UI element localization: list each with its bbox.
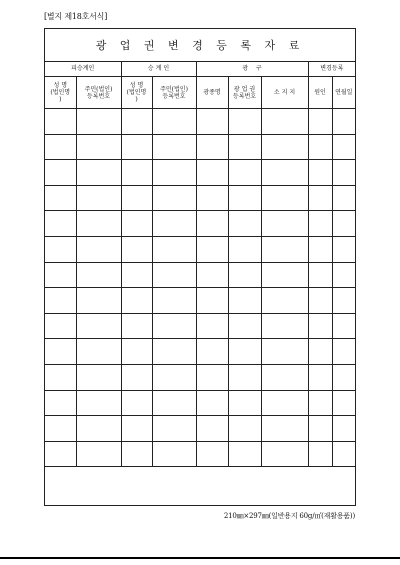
table-cell	[228, 364, 261, 390]
table-cell	[152, 390, 196, 416]
subheader-reason: 원인	[308, 77, 332, 109]
table-cell	[45, 185, 76, 211]
table-cell	[196, 313, 228, 339]
table-cell	[308, 441, 332, 467]
table-cell	[121, 313, 152, 339]
table-cell	[45, 134, 76, 160]
table-cell	[45, 416, 76, 442]
table-cell	[228, 390, 261, 416]
form-number: [별지 제18호서식]	[44, 12, 108, 21]
table-cell	[308, 416, 332, 442]
table-cell	[76, 364, 121, 390]
table-row	[45, 109, 355, 135]
table-cell	[45, 236, 76, 262]
table-cell	[196, 441, 228, 467]
table-cell	[121, 109, 152, 135]
table-row	[45, 416, 355, 442]
table-cell	[121, 339, 152, 365]
table-row	[45, 160, 355, 186]
table-cell	[76, 313, 121, 339]
table-cell	[121, 288, 152, 314]
table-cell	[332, 211, 355, 237]
table-cell	[228, 134, 261, 160]
table-cell	[121, 236, 152, 262]
table-cell	[76, 416, 121, 442]
table-cell	[121, 134, 152, 160]
table-cell	[261, 364, 308, 390]
table-cell	[261, 390, 308, 416]
table-cell	[308, 185, 332, 211]
table-row	[45, 364, 355, 390]
table-cell	[76, 339, 121, 365]
table-cell	[196, 236, 228, 262]
table-cell	[152, 160, 196, 186]
table-cell	[261, 262, 308, 288]
subheader-mine-reg-no: 광 업 권 등록번호	[228, 77, 261, 109]
table-cell	[196, 339, 228, 365]
table-cell	[308, 288, 332, 314]
table-cell	[332, 109, 355, 135]
table-cell	[261, 160, 308, 186]
header-transferee: 승 계 인	[121, 61, 196, 77]
table-cell	[45, 109, 76, 135]
table-cell	[332, 160, 355, 186]
table-cell	[308, 364, 332, 390]
table-cell	[308, 390, 332, 416]
table-cell	[152, 211, 196, 237]
table-row	[45, 262, 355, 288]
table-cell	[332, 134, 355, 160]
table-cell	[121, 211, 152, 237]
table-cell	[261, 313, 308, 339]
table-cell	[261, 236, 308, 262]
table-row	[45, 441, 355, 467]
table-cell	[308, 134, 332, 160]
table-cell	[76, 441, 121, 467]
table-cell	[261, 288, 308, 314]
table-cell	[308, 160, 332, 186]
table-cell	[308, 236, 332, 262]
table-cell	[196, 390, 228, 416]
table-cell	[45, 339, 76, 365]
table-cell	[196, 262, 228, 288]
table-cell	[121, 416, 152, 442]
table-cell	[196, 134, 228, 160]
table-cell	[121, 262, 152, 288]
subheader-transferee-name: 성 명 (법인명 )	[121, 77, 152, 109]
table-cell	[152, 134, 196, 160]
table-cell	[332, 364, 355, 390]
subheader-transferor-name: 성 명 (법인명 )	[45, 77, 76, 109]
table-cell	[261, 416, 308, 442]
table-cell	[121, 390, 152, 416]
table-cell	[121, 364, 152, 390]
table-cell	[196, 109, 228, 135]
table-cell	[152, 262, 196, 288]
table-cell	[76, 236, 121, 262]
table-cell	[196, 160, 228, 186]
table-cell	[76, 134, 121, 160]
table-cell	[121, 185, 152, 211]
table-cell	[76, 185, 121, 211]
table-cell	[76, 288, 121, 314]
table-cell	[45, 262, 76, 288]
table-cell	[228, 262, 261, 288]
table-cell	[45, 441, 76, 467]
table-cell	[121, 441, 152, 467]
header-change-registration: 변경등록	[308, 61, 355, 77]
table-cell	[76, 109, 121, 135]
subheader-change-date: 연월일	[332, 77, 355, 109]
table-row	[45, 288, 355, 314]
table-cell	[45, 364, 76, 390]
table-cell	[45, 288, 76, 314]
table-cell	[261, 339, 308, 365]
table-cell	[121, 160, 152, 186]
registration-table	[45, 61, 355, 467]
table-cell	[332, 185, 355, 211]
table-row	[45, 390, 355, 416]
table-cell	[228, 236, 261, 262]
subheader-transferor-id: 주민(법인) 등록번호	[76, 77, 121, 109]
table-cell	[45, 160, 76, 186]
table-cell	[76, 262, 121, 288]
table-cell	[308, 109, 332, 135]
table-row	[45, 185, 355, 211]
table-cell	[152, 416, 196, 442]
table-cell	[332, 390, 355, 416]
table-cell	[196, 211, 228, 237]
table-cell	[152, 339, 196, 365]
table-cell	[228, 416, 261, 442]
table-cell	[332, 339, 355, 365]
table-cell	[196, 185, 228, 211]
table-cell	[45, 313, 76, 339]
table-cell	[332, 236, 355, 262]
table-cell	[332, 288, 355, 314]
table-cell	[228, 211, 261, 237]
table-cell	[152, 109, 196, 135]
table-cell	[261, 134, 308, 160]
table-row	[45, 313, 355, 339]
subheader-location: 소 지 지	[261, 77, 308, 109]
table-row	[45, 236, 355, 262]
table-cell	[196, 288, 228, 314]
table-cell	[261, 109, 308, 135]
table-cell	[152, 236, 196, 262]
table-cell	[228, 441, 261, 467]
table-cell	[308, 262, 332, 288]
table-cell	[228, 109, 261, 135]
subheader-mineral: 광종명	[196, 77, 228, 109]
form-title: 광 업 권 변 경 등 록 자 료	[45, 29, 355, 62]
table-cell	[308, 211, 332, 237]
table-cell	[261, 211, 308, 237]
table-cell	[76, 160, 121, 186]
paper-spec-footer: 210㎜×297㎜(일반용지 60g/㎡(재활용품))	[223, 512, 355, 520]
table-cell	[152, 441, 196, 467]
table-cell	[152, 313, 196, 339]
table-cell	[332, 441, 355, 467]
table-cell	[196, 416, 228, 442]
table-cell	[308, 313, 332, 339]
table-cell	[76, 211, 121, 237]
table-cell	[45, 211, 76, 237]
table-cell	[152, 185, 196, 211]
table-cell	[152, 364, 196, 390]
bottom-rule	[0, 557, 400, 559]
table-cell	[196, 364, 228, 390]
table-cell	[228, 339, 261, 365]
table-cell	[228, 313, 261, 339]
table-row	[45, 211, 355, 237]
table-cell	[308, 339, 332, 365]
table-row	[45, 134, 355, 160]
table-cell	[45, 390, 76, 416]
table-cell	[332, 416, 355, 442]
table-cell	[76, 390, 121, 416]
table-cell	[228, 160, 261, 186]
table-cell	[228, 185, 261, 211]
table-cell	[332, 313, 355, 339]
header-transferor: 피승계인	[45, 61, 121, 77]
form-box	[44, 28, 356, 506]
table-cell	[332, 262, 355, 288]
table-cell	[261, 185, 308, 211]
header-mine: 광 구	[196, 61, 308, 77]
subheader-transferee-id: 주민(법인) 등록번호	[152, 77, 196, 109]
table-cell	[152, 288, 196, 314]
table-cell	[228, 288, 261, 314]
table-cell	[261, 441, 308, 467]
table-row	[45, 339, 355, 365]
